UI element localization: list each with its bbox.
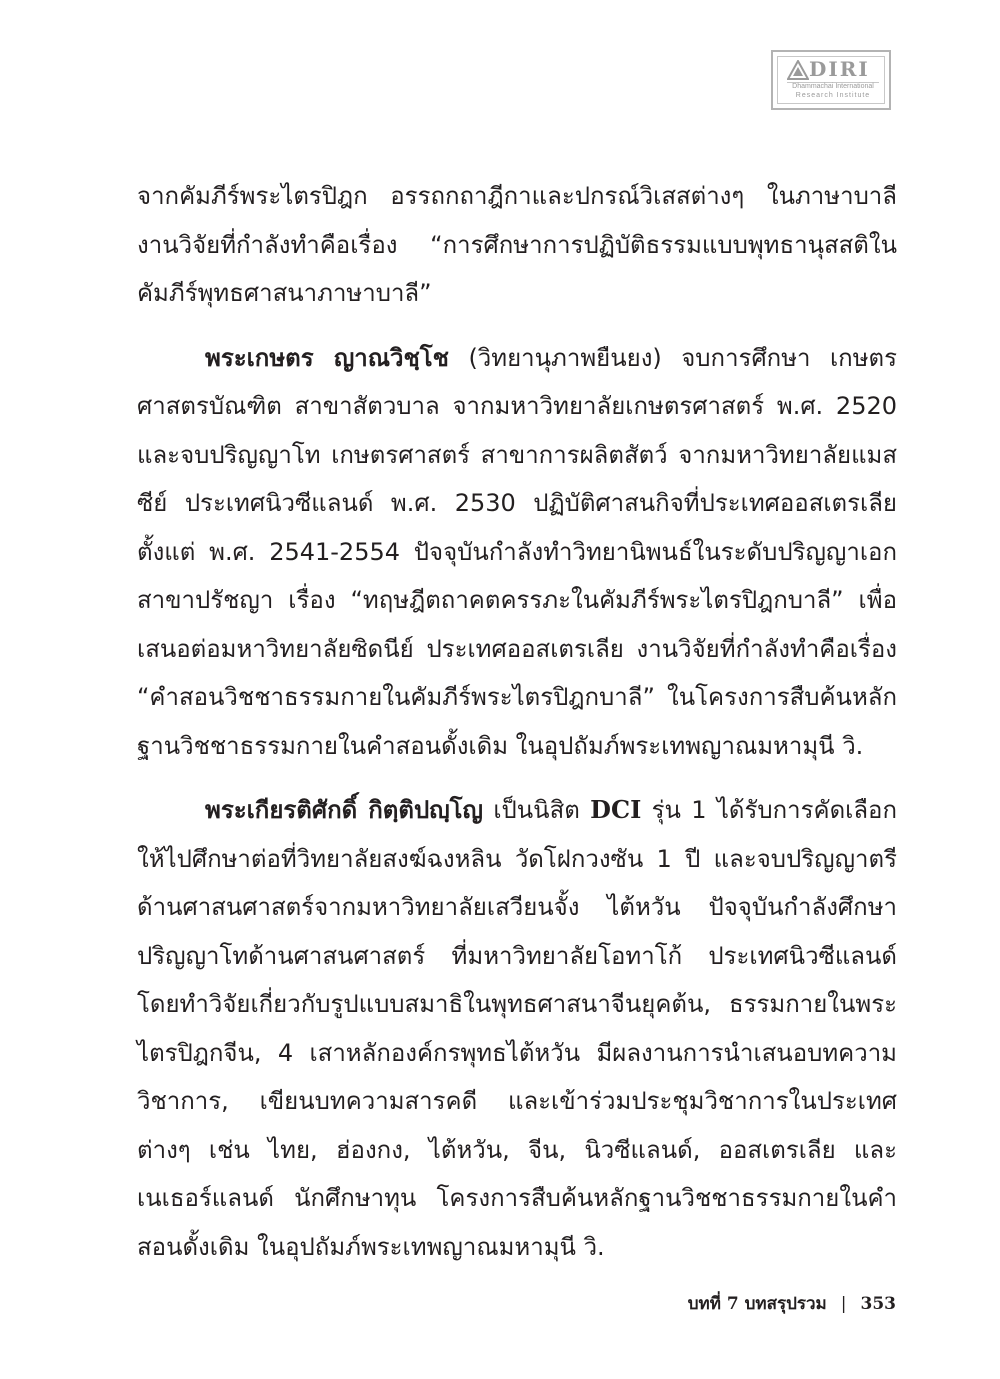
page-footer: [688, 1290, 896, 1317]
paragraph-bio-kiattisak: [137, 786, 897, 1271]
logo-subtitle-2: Research Institute: [795, 92, 871, 99]
bio-text-b: รุ่น 1 ได้รับการคัดเลือกให้ไปศึกษาต่อที่วิทยาลัยสงฆ์ฉงหลิน วัดโฝกวงซัน 1 ปี และจบปริญญาตรีด้านศาสนศาสตร์จากมหาวิทยาลัยเสวียนจั้ง ไต้หวัน ปัจจุบันกำลังศึกษาปริญญาโทด้านศาสนศาสตร์ ที่มหาวิทยาลัยโอทาโก้ ประเทศนิวซีแลนด์ โดยทำวิจัยเกี่ยวกับรูปแบบสมาธิในพุทธศาสนาจีนยุคต้น, ธรรมกายในพระไตรปิฎกจีน, 4 เสาหลักองค์กรพุทธไต้หวัน มีผลงานการนำเสนอบทความวิชาการ, เขียนบทความสารคดี และเข้าร่วมประชุมวิชาการในประเทศต่างๆ เช่น ไทย, ฮ่องกง, ไต้หวัน, จีน, นิวซีแลนด์, ออสเตรเลีย และ เนเธอร์แลนด์ นักศึกษาทุน โครงการสืบค้นหลักฐานวิชชาธรรมกายในคำสอนดั้งเดิม ในอุปถัมภ์พระเทพญาณมหามุนี วิ.: [137, 796, 898, 1261]
diri-triangle-icon: [787, 60, 809, 80]
dci-label: DCI: [590, 795, 642, 824]
bio-name: พระเกษตร ญาณวิชฺโช: [205, 343, 449, 372]
footer-separator: |: [840, 1294, 847, 1314]
page-body: [137, 172, 897, 1287]
page-number: 353: [860, 1294, 896, 1314]
diri-logo: [771, 50, 891, 110]
bio-text-a: เป็นนิสิต: [483, 796, 591, 824]
paragraph-continued: จากคัมภีร์พระไตรปิฎก อรรถกถาฎีกาและปกรณ์วิเสสต่างๆ ในภาษาบาลี งานวิจัยที่กำลังทำคือเรื่อง “การศึกษาการปฏิบัติธรรมแบบพุทธานุสสติในคัมภีร์พุทธศาสนาภาษาบาลี”: [137, 182, 897, 307]
chapter-title: บทที่ 7 บทสรุปรวม: [687, 1294, 827, 1314]
bio-name: พระเกียรติศักดิ์ กิตฺติปญฺโญ: [205, 796, 484, 824]
paragraph-bio-kaset: [137, 334, 897, 771]
bio-text: (วิทยานุภาพยืนยง) จบการศึกษา เกษตรศาสตรบัณฑิต สาขาสัตวบาล จากมหาวิทยาลัยเกษตรศาสตร์ พ.ศ. 2520 และจบปริญญาโท เกษตรศาสตร์ สาขาการผลิตสัตว์ จากมหาวิทยาลัยแมสซีย์ ประเทศนิวซีแลนด์ พ.ศ. 2530 ปฏิบัติศาสนกิจที่ประเทศออสเตรเลียตั้งแต่ พ.ศ. 2541-2554 ปัจจุบันกำลังทำวิทยานิพนธ์ในระดับปริญญาเอก สาขาปรัชญา เรื่อง “ทฤษฎีตถาคตครรภะในคัมภีร์พระไตรปิฎกบาลี” เพื่อเสนอต่อมหาวิทยาลัยซิดนีย์ ประเทศออสเตรเลีย งานวิจัยที่กำลังทำคือเรื่อง “คำสอนวิชชาธรรมกายในคัมภีร์พระไตรปิฎกบาลี” ในโครงการสืบค้นหลักฐานวิชชาธรรมกายในคำสอนดั้งเดิม ในอุปถัมภ์พระเทพญาณมหามุนี วิ.: [137, 343, 897, 760]
logo-subtitle-1: Dhammachai International: [792, 83, 874, 90]
logo-wordmark: DIRI: [809, 57, 870, 81]
